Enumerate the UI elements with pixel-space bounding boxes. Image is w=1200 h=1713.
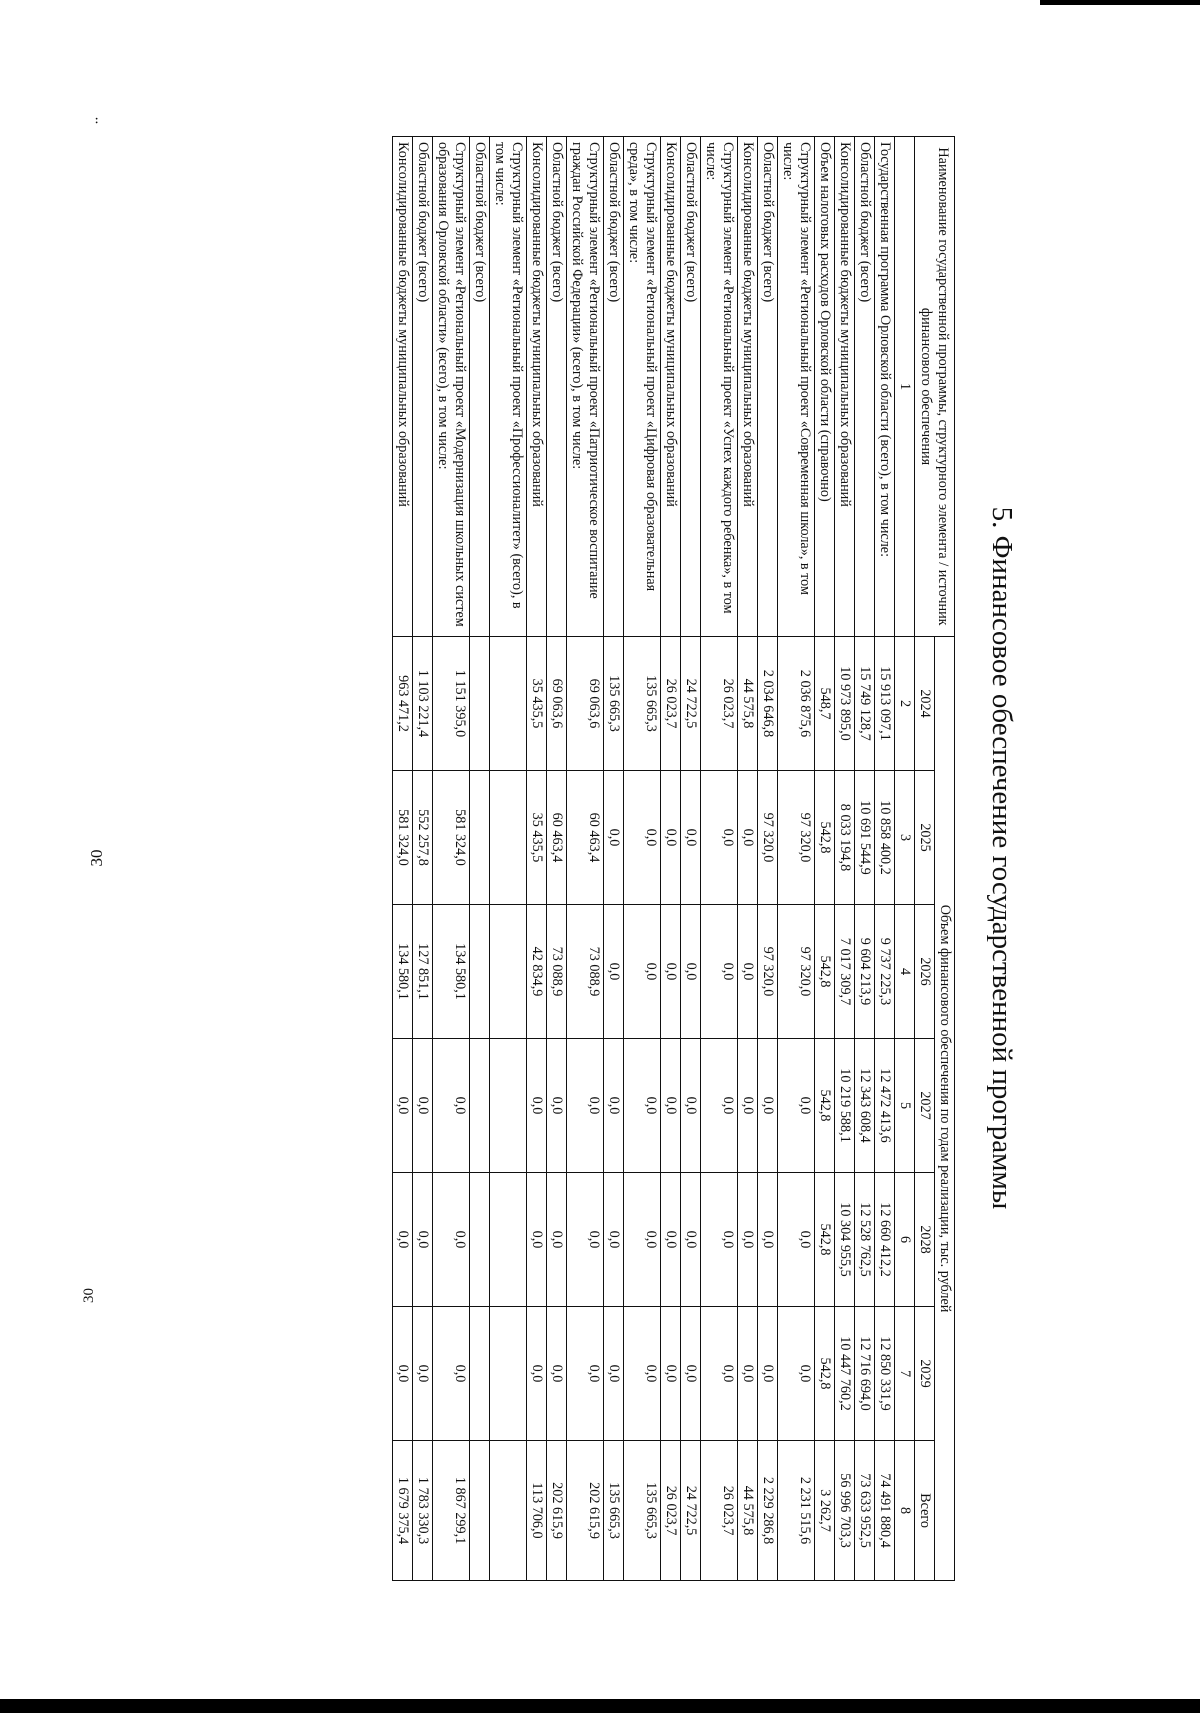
row-total-cell: 44 575,8 [738,1441,758,1581]
header-year: 2026 [915,905,935,1039]
row-value-cell: 0,0 [681,1173,701,1307]
row-value-cell: 97 320,0 [758,905,778,1039]
row-total-cell: 1 783 330,3 [413,1441,433,1581]
column-number: 5 [895,1039,915,1173]
row-value-cell: 0,0 [433,1173,470,1307]
row-value-cell: 0,0 [433,1039,470,1173]
row-value-cell: 97 320,0 [778,771,815,905]
row-value-cell: 0,0 [547,1173,567,1307]
row-value-cell: 0,0 [527,1173,547,1307]
row-name: Консолидированные бюджеты муниципальных образований [661,137,681,637]
row-value-cell: 0,0 [681,771,701,905]
row-name: Объем налоговых расходов Орловской области (справочно) [815,137,835,637]
row-name: Структурный элемент «Региональный проект «Модернизация школьных систем образования Орловской области» (всего), в том числе: [433,137,470,637]
header-year: 2029 [915,1307,935,1441]
header-year: 2024 [915,637,935,771]
row-value-cell: 0,0 [661,1039,681,1173]
row-value-cell: 0,0 [393,1173,413,1307]
table-row [604,137,624,1581]
row-name: Структурный элемент «Региональный проект «Успех каждого ребенка», в том числе: [701,137,738,637]
row-total-cell [490,1441,527,1581]
row-total-cell: 24 722,5 [681,1441,701,1581]
row-value-cell: 0,0 [527,1307,547,1441]
row-value-cell: 0,0 [547,1039,567,1173]
row-value-cell: 97 320,0 [778,905,815,1039]
table-row [701,137,738,1581]
table-row [855,137,875,1581]
column-number: 2 [895,637,915,771]
row-value-cell: 0,0 [547,1307,567,1441]
row-value-cell: 581 324,0 [393,771,413,905]
row-value-cell: 0,0 [413,1039,433,1173]
column-number: 7 [895,1307,915,1441]
row-value-cell [470,771,490,905]
table-row [738,137,758,1581]
row-value-cell [470,1307,490,1441]
column-number: 3 [895,771,915,905]
row-value-cell: 2 034 646,8 [758,637,778,771]
table-row [681,137,701,1581]
column-number: 8 [895,1441,915,1581]
row-name: Областной бюджет (всего) [547,137,567,637]
row-value-cell: 73 088,9 [547,905,567,1039]
row-value-cell: 542,8 [815,1039,835,1173]
row-value-cell: 0,0 [778,1039,815,1173]
row-name: Консолидированные бюджеты муниципальных образований [835,137,855,637]
margin-mark-left: 30 [81,1288,97,1303]
row-value-cell: 0,0 [738,1307,758,1441]
row-total-cell [470,1441,490,1581]
row-value-cell: 73 088,9 [567,905,604,1039]
header-total: Всего [915,1441,935,1581]
row-total-cell: 202 615,9 [567,1441,604,1581]
row-value-cell: 0,0 [661,1307,681,1441]
table-row [527,137,547,1581]
row-value-cell [470,1039,490,1173]
row-total-cell: 2 231 515,6 [778,1441,815,1581]
row-value-cell: 963 471,2 [393,637,413,771]
table-row [490,137,527,1581]
row-value-cell: 0,0 [758,1307,778,1441]
row-value-cell: 0,0 [681,1307,701,1441]
row-value-cell: 26 023,7 [661,637,681,771]
row-value-cell: 42 834,9 [527,905,547,1039]
row-value-cell: 0,0 [433,1307,470,1441]
row-total-cell: 135 665,3 [624,1441,661,1581]
row-value-cell: 12 850 331,9 [875,1307,895,1441]
row-value-cell: 0,0 [701,905,738,1039]
table-row [835,137,855,1581]
row-value-cell: 12 343 608,4 [855,1039,875,1173]
row-value-cell: 12 660 412,2 [875,1173,895,1307]
row-value-cell: 0,0 [701,771,738,905]
section-title: 5. Финансовое обеспечение государственной программы [986,506,1018,1210]
row-value-cell: 24 722,5 [681,637,701,771]
row-value-cell: 0,0 [738,771,758,905]
row-value-cell: 2 036 875,6 [778,637,815,771]
row-value-cell: 0,0 [701,1307,738,1441]
row-value-cell: 8 033 194,8 [835,771,855,905]
table-row [433,137,470,1581]
table-row [547,137,567,1581]
row-value-cell: 9 737 225,3 [875,905,895,1039]
row-total-cell: 135 665,3 [604,1441,624,1581]
row-value-cell: 0,0 [413,1307,433,1441]
row-value-cell: 0,0 [681,905,701,1039]
row-value-cell: 552 257,8 [413,771,433,905]
row-total-cell: 202 615,9 [547,1441,567,1581]
row-name: Областной бюджет (всего) [413,137,433,637]
row-value-cell: 69 063,6 [567,637,604,771]
row-value-cell: 0,0 [567,1173,604,1307]
row-value-cell: 69 063,6 [547,637,567,771]
row-value-cell: 0,0 [661,1173,681,1307]
row-value-cell: 15 913 097,1 [875,637,895,771]
row-value-cell: 0,0 [624,1039,661,1173]
row-value-cell: 60 463,4 [547,771,567,905]
table-row [567,137,604,1581]
row-name: Консолидированные бюджеты муниципальных образований [527,137,547,637]
column-number: 1 [895,137,915,637]
scan-edge-bottom [0,1699,1200,1713]
row-value-cell [470,637,490,771]
table-row [393,137,413,1581]
table-row [413,137,433,1581]
column-number: 4 [895,905,915,1039]
header-year: 2027 [915,1039,935,1173]
row-total-cell: 56 996 703,3 [835,1441,855,1581]
row-total-cell: 26 023,7 [661,1441,681,1581]
row-total-cell: 113 706,0 [527,1441,547,1581]
row-total-cell: 1 867 299,1 [433,1441,470,1581]
table-row [661,137,681,1581]
row-value-cell: 0,0 [778,1173,815,1307]
row-name: Областной бюджет (всего) [681,137,701,637]
row-name: Структурный элемент «Региональный проект «Современная школа», в том числе: [778,137,815,637]
header-year: 2025 [915,771,935,905]
row-value-cell: 0,0 [624,905,661,1039]
row-value-cell: 10 447 760,2 [835,1307,855,1441]
header-funding-group: Объем финансового обеспечения по годам реализации, тыс. рублей [935,637,955,1581]
row-value-cell: 542,8 [815,771,835,905]
row-value-cell: 0,0 [624,1173,661,1307]
row-value-cell: 15 749 128,7 [855,637,875,771]
row-value-cell: 1 151 395,0 [433,637,470,771]
row-name: Областной бюджет (всего) [604,137,624,637]
row-value-cell: 60 463,4 [567,771,604,905]
table-row [875,137,895,1581]
table-row [624,137,661,1581]
row-value-cell [470,1173,490,1307]
row-name: Государственная программа Орловской области (всего), в том числе: [875,137,895,637]
row-total-cell: 1 679 375,4 [393,1441,413,1581]
table-row [778,137,815,1581]
row-value-cell: 35 435,5 [527,771,547,905]
row-value-cell: 97 320,0 [758,771,778,905]
scan-edge-top [1040,0,1200,5]
row-value-cell: 0,0 [758,1039,778,1173]
financing-table [392,136,955,1581]
row-value-cell: 0,0 [681,1039,701,1173]
row-value-cell: 44 575,8 [738,637,758,771]
row-value-cell: 0,0 [701,1039,738,1173]
table-row [470,137,490,1581]
row-value-cell [490,637,527,771]
row-total-cell: 2 229 286,8 [758,1441,778,1581]
row-value-cell: 9 604 213,9 [855,905,875,1039]
row-name: Консолидированные бюджеты муниципальных образований [393,137,413,637]
row-value-cell: 7 017 309,7 [835,905,855,1039]
row-value-cell: 0,0 [567,1307,604,1441]
row-value-cell [490,905,527,1039]
row-total-cell: 3 262,7 [815,1441,835,1581]
row-total-cell: 74 491 880,4 [875,1441,895,1581]
row-value-cell: 135 665,3 [604,637,624,771]
row-value-cell: 134 580,1 [433,905,470,1039]
row-value-cell: 0,0 [567,1039,604,1173]
row-value-cell: 0,0 [624,771,661,905]
row-value-cell [490,1173,527,1307]
row-total-cell: 26 023,7 [701,1441,738,1581]
row-total-cell: 73 633 952,5 [855,1441,875,1581]
row-value-cell: 135 665,3 [624,637,661,771]
row-value-cell: 0,0 [393,1307,413,1441]
row-value-cell: 12 472 413,6 [875,1039,895,1173]
row-value-cell: 12 528 762,5 [855,1173,875,1307]
row-value-cell: 542,8 [815,1307,835,1441]
row-value-cell: 0,0 [604,1173,624,1307]
column-number: 6 [895,1173,915,1307]
row-name: Консолидированные бюджеты муниципальных образований [738,137,758,637]
row-value-cell: 0,0 [527,1039,547,1173]
rotated-page-content [240,132,1090,1584]
row-value-cell: 0,0 [738,1039,758,1173]
row-value-cell: 0,0 [604,1307,624,1441]
row-value-cell: 0,0 [701,1173,738,1307]
row-value-cell: 134 580,1 [393,905,413,1039]
row-value-cell: 0,0 [604,1039,624,1173]
row-value-cell: 10 304 955,5 [835,1173,855,1307]
row-value-cell [490,1307,527,1441]
margin-mark-top: .. [85,116,102,125]
row-value-cell: 0,0 [738,905,758,1039]
row-value-cell: 0,0 [738,1173,758,1307]
row-value-cell: 0,0 [604,771,624,905]
table-body [393,137,895,1581]
row-value-cell: 542,8 [815,905,835,1039]
row-value-cell: 0,0 [624,1307,661,1441]
row-value-cell: 542,8 [815,1173,835,1307]
row-value-cell: 0,0 [604,905,624,1039]
row-value-cell: 0,0 [661,771,681,905]
header-name-column: Наименование государственной программы, структурного элемента / источник финансового обеспечения [915,137,955,637]
row-value-cell: 10 691 544,9 [855,771,875,905]
row-value-cell: 12 716 694,0 [855,1307,875,1441]
row-name: Структурный элемент «Региональный проект «Патриотическое воспитание граждан Российской Федерации» (всего), в том числе: [567,137,604,637]
row-value-cell [490,1039,527,1173]
row-value-cell: 0,0 [661,905,681,1039]
row-value-cell: 0,0 [778,1307,815,1441]
row-value-cell: 1 103 221,4 [413,637,433,771]
row-value-cell: 35 435,5 [527,637,547,771]
row-value-cell: 0,0 [393,1039,413,1173]
row-value-cell: 0,0 [758,1173,778,1307]
row-value-cell: 26 023,7 [701,637,738,771]
row-value-cell [490,771,527,905]
header-year: 2028 [915,1173,935,1307]
row-value-cell: 10 219 588,1 [835,1039,855,1173]
row-name: Структурный элемент «Региональный проект «Профессионалитет» (всего), в том числе: [490,137,527,637]
row-value-cell: 581 324,0 [433,771,470,905]
row-name: Структурный элемент «Региональный проект «Цифровая образовательная среда», в том числе: [624,137,661,637]
row-name: Областной бюджет (всего) [855,137,875,637]
table-row [815,137,835,1581]
row-value-cell: 10 858 400,2 [875,771,895,905]
page-number: 30 [87,849,106,867]
row-value-cell: 0,0 [413,1173,433,1307]
row-name: Областной бюджет (всего) [470,137,490,637]
row-value-cell: 127 851,1 [413,905,433,1039]
row-name: Областной бюджет (всего) [758,137,778,637]
row-value-cell [470,905,490,1039]
table-row [758,137,778,1581]
row-value-cell: 548,7 [815,637,835,771]
row-value-cell: 10 973 895,0 [835,637,855,771]
